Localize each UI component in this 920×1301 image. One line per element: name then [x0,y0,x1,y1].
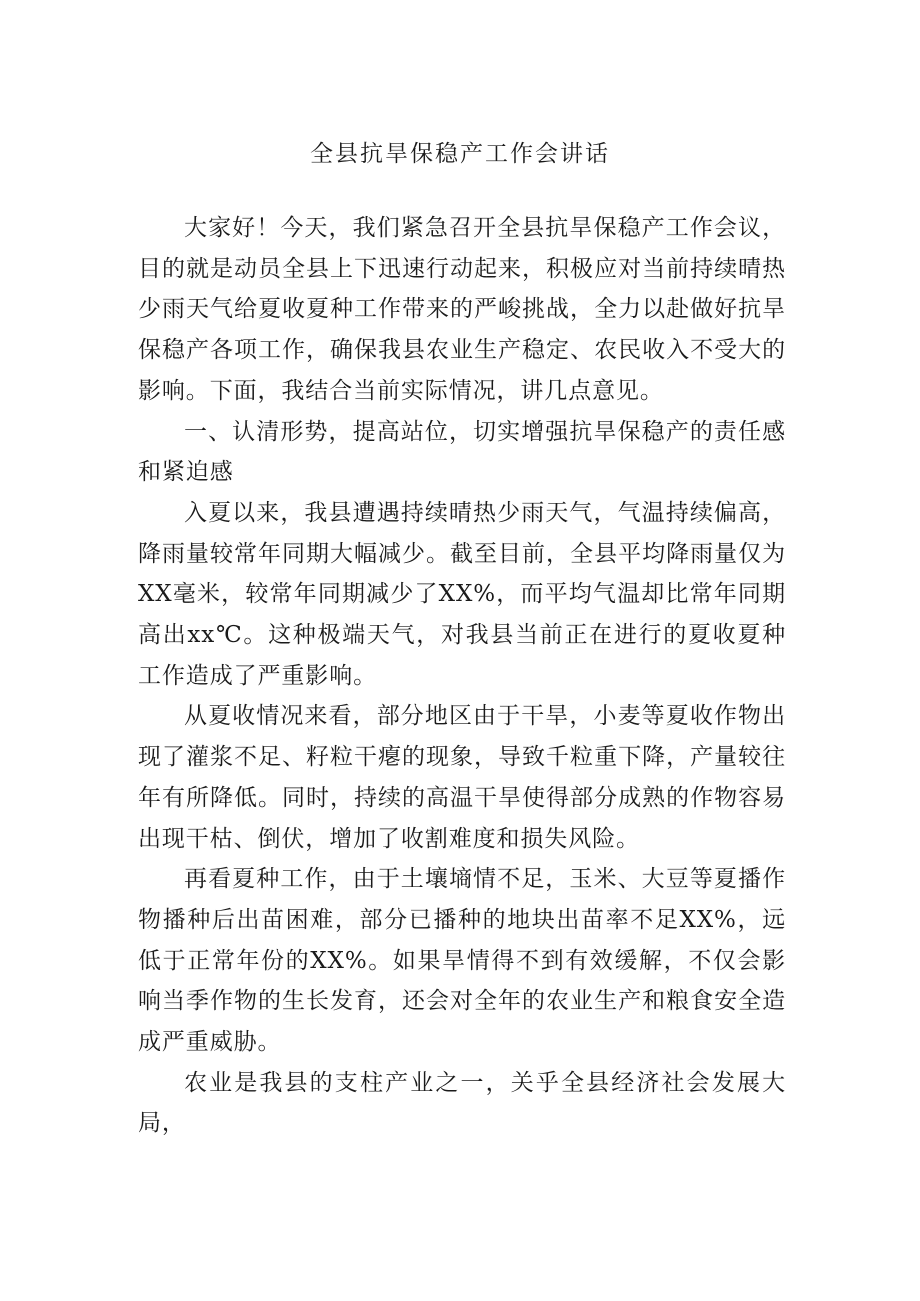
paragraph-agriculture-importance: 农业是我县的支柱产业之一，关乎全县经济社会发展大局， [138,1069,786,1137]
document-body [138,208,786,1144]
paragraph-greeting: 大家好！今天，我们紧急召开全县抗旱保稳产工作会议，目的就是动员全县上下迅速行动起来，积极应对当前持续晴热少雨天气给夏收夏种工作带来的严峻挑战，全力以赴做好抗旱保稳产各项工作，确保我县农业生产稳定、农民收入不受大的影响。下面，我结合当前实际情况，讲几点意见。 [138,215,786,404]
paragraph-section-heading-1: 一、认清形势，提高站位，切实增强抗旱保稳产的责任感和紧迫感 [138,418,786,486]
document-title: 全县抗旱保稳产工作会讲话 [310,141,610,167]
paragraph-summer-harvest: 从夏收情况来看，部分地区由于干旱，小麦等夏收作物出现了灌浆不足、籽粒干瘪的现象，导致千粒重下降，产量较往年有所降低。同时，持续的高温干旱使得部分成熟的作物容易出现干枯、倒伏，增加了收割难度和损失风险。 [138,703,786,852]
paragraph-summer-sowing: 再看夏种工作，由于土壤墒情不足，玉米、大豆等夏播作物播种后出苗困难，部分已播种的地块出苗率不足XX%，远低于正常年份的XX%。如果旱情得不到有效缓解，不仅会影响当季作物的生长发育，还会对全年的农业生产和粮食安全造成严重威胁。 [138,866,786,1056]
paragraph-weather-situation: 入夏以来，我县遭遇持续晴热少雨天气，气温持续偏高，降雨量较常年同期大幅减少。截至目前，全县平均降雨量仅为XX毫米，较常年同期减少了XX%，而平均气温却比常年同期高出xx℃。这种极端天气，对我县当前正在进行的夏收夏种工作造成了严重影响。 [138,499,786,689]
